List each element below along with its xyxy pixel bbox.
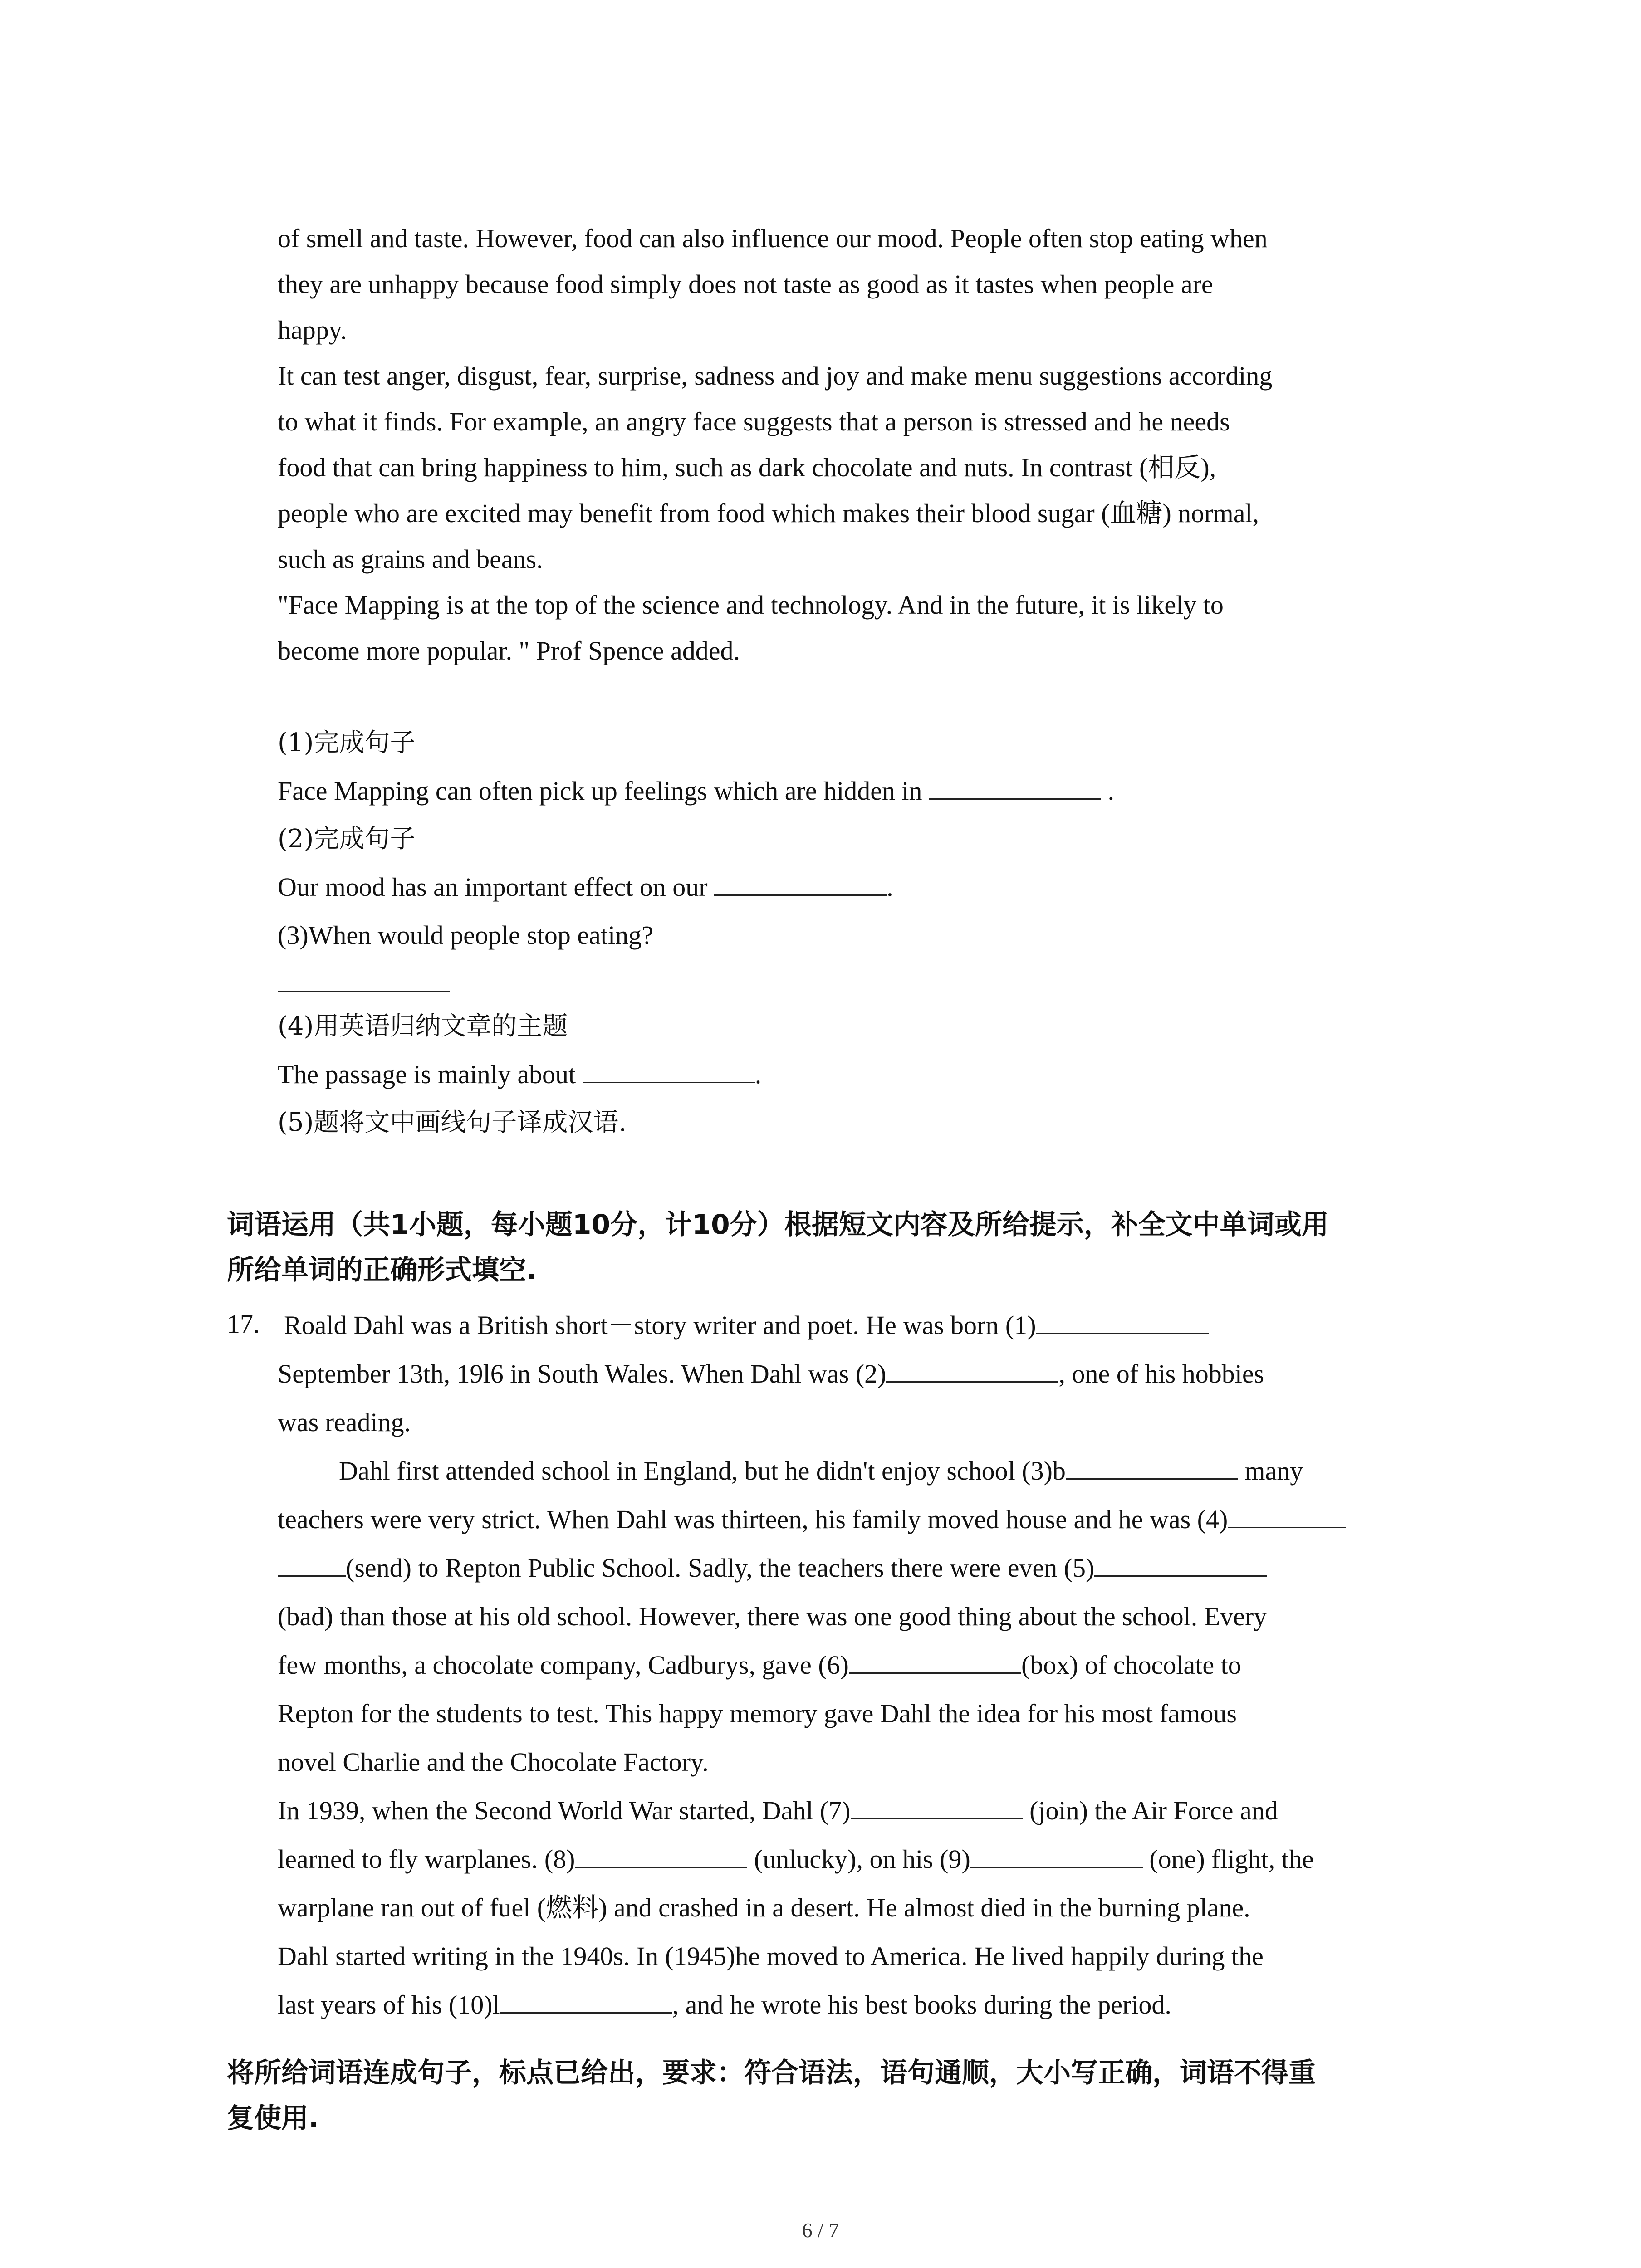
- q17-line: novel Charlie and the Chocolate Factory.: [278, 1747, 709, 1777]
- question-1-text: Face Mapping can often pick up feelings which are hidden in: [278, 776, 922, 806]
- q17-text: teachers were very strict. When Dahl was thirteen, his family moved house and he was (4): [278, 1505, 1228, 1534]
- passage-line: people who are excited may benefit from food which makes their blood sugar (血糖) normal,: [278, 499, 1259, 528]
- answer-blank-1[interactable]: [929, 798, 1101, 800]
- q17-text: many: [1238, 1456, 1303, 1486]
- passage-line: such as grains and beans.: [278, 544, 543, 574]
- q17-line: Repton for the students to test. This happy memory gave Dahl the idea for his most famous: [278, 1699, 1237, 1728]
- question-list: [278, 719, 1484, 1147]
- passage-line: food that can bring happiness to him, such as dark chocolate and nuts. In contrast (相反),: [278, 453, 1216, 482]
- page-number: 6 / 7: [802, 2219, 839, 2242]
- answer-blank-17-4a[interactable]: [1228, 1526, 1346, 1528]
- section-title-line: 词语运用（共1小题，每小题10分，计10分）根据短文内容及所给提示，补全文中单词或用: [227, 1209, 1329, 1241]
- question-17-number: 17.: [227, 1309, 260, 1339]
- passage-line: It can test anger, disgust, fear, surprise, sadness and joy and make menu suggestions according: [278, 361, 1273, 391]
- q17-text: few months, a chocolate company, Cadburys, gave (6): [278, 1650, 849, 1680]
- q17-line: [278, 1544, 1484, 1592]
- question-2-end: .: [887, 872, 893, 902]
- answer-blank-17-10[interactable]: [500, 2012, 672, 2014]
- question-4-label: (4)用英语归纳文章的主题: [278, 1012, 568, 1041]
- q17-text: (send) to Repton Public School. Sadly, the teachers there were even (5): [346, 1553, 1095, 1583]
- section-title-line: 将所给词语连成句子，标点已给出，要求：符合语法，语句通顺，大小写正确，词语不得重: [227, 2057, 1316, 2089]
- q17-line: [278, 1786, 1484, 1835]
- question-17-passage: [278, 1301, 1484, 2029]
- answer-blank-17-9[interactable]: [970, 1866, 1143, 1868]
- section-title-line: 所给单词的正确形式填空.: [227, 1254, 537, 1286]
- answer-blank-17-2[interactable]: [886, 1381, 1058, 1383]
- q17-line: [278, 1495, 1484, 1544]
- q17-text: (join) the Air Force and: [1023, 1796, 1278, 1825]
- question-1: [278, 767, 1484, 815]
- passage-line: to what it finds. For example, an angry face suggests that a person is stressed and he needs: [278, 407, 1230, 436]
- q17-line: [278, 1980, 1484, 2029]
- q17-text: , one of his hobbies: [1058, 1359, 1264, 1388]
- q17-text: In 1939, when the Second World War started, Dahl (7): [278, 1796, 851, 1825]
- q17-line: [284, 1301, 1484, 1349]
- q17-line: warplane ran out of fuel (燃料) and crashed in a desert. He almost died in the burning plane.: [278, 1893, 1250, 1922]
- section-sentence-building-title: [227, 2050, 1479, 2141]
- section-word-usage-title: [227, 1202, 1479, 1293]
- question-1-end: .: [1101, 776, 1115, 806]
- answer-blank-17-1[interactable]: [1036, 1332, 1209, 1334]
- answer-blank-17-7[interactable]: [851, 1818, 1023, 1819]
- q17-text: (one) flight, the: [1142, 1844, 1314, 1874]
- q17-text: last years of his (10)l: [278, 1990, 500, 2019]
- q17-line: [278, 1447, 1484, 1495]
- question-2-text: Our mood has an important effect on our: [278, 872, 708, 902]
- q17-line: Dahl started writing in the 1940s. In (1945)he moved to America. He lived happily during the: [278, 1941, 1264, 1971]
- answer-blank-3[interactable]: [278, 990, 450, 992]
- question-1-label: (1)完成句子: [278, 728, 416, 758]
- answer-blank-4[interactable]: [583, 1081, 755, 1083]
- question-4-text: The passage is mainly about: [278, 1060, 576, 1089]
- q17-line: [278, 1641, 1484, 1689]
- answer-blank-17-4b[interactable]: [278, 1575, 346, 1577]
- question-3: (3)When would people stop eating?: [278, 920, 653, 950]
- q17-line: (bad) than those at his old school. However, there was one good thing about the school. Every: [278, 1602, 1267, 1631]
- question-2-label: (2)完成句子: [278, 824, 416, 854]
- q17-text: Roald Dahl was a British short－story writer and poet. He was born (1): [284, 1310, 1036, 1340]
- q17-text: Dahl first attended school in England, but he didn't enjoy school (3)b: [339, 1456, 1066, 1486]
- passage-line: happy.: [278, 315, 347, 345]
- passage-line: become more popular. " Prof Spence added.: [278, 636, 740, 665]
- q17-line: [278, 1835, 1484, 1883]
- reading-passage: [278, 215, 1484, 674]
- question-4: [278, 1051, 1484, 1099]
- q17-text: , and he wrote his best books during the period.: [672, 1990, 1171, 2019]
- q17-text: learned to fly warplanes. (8): [278, 1844, 575, 1874]
- answer-blank-2[interactable]: [714, 894, 887, 896]
- question-4-end: .: [754, 1060, 762, 1089]
- answer-blank-17-3[interactable]: [1066, 1478, 1238, 1480]
- question-5-label: (5)题将文中画线句子译成汉语.: [278, 1108, 627, 1137]
- answer-blank-17-6[interactable]: [849, 1672, 1021, 1674]
- q17-text: (box) of chocolate to: [1021, 1650, 1241, 1680]
- passage-line: they are unhappy because food simply does not taste as good as it tastes when people are: [278, 269, 1213, 299]
- passage-line: "Face Mapping is at the top of the science and technology. And in the future, it is likely to: [278, 590, 1224, 620]
- answer-blank-17-5[interactable]: [1094, 1575, 1267, 1577]
- section-title-line: 复使用.: [227, 2102, 319, 2134]
- passage-line: of smell and taste. However, food can also influence our mood. People often stop eating when: [278, 224, 1268, 253]
- q17-line: [278, 1349, 1484, 1398]
- q17-text: (unlucky), on his (9): [747, 1844, 970, 1874]
- q17-text: September 13th, 19l6 in South Wales. When Dahl was (2): [278, 1359, 887, 1388]
- q17-line: was reading.: [278, 1408, 411, 1437]
- answer-blank-17-8[interactable]: [575, 1866, 747, 1868]
- question-2: [278, 863, 1484, 911]
- question-3-answer: [278, 959, 1484, 1002]
